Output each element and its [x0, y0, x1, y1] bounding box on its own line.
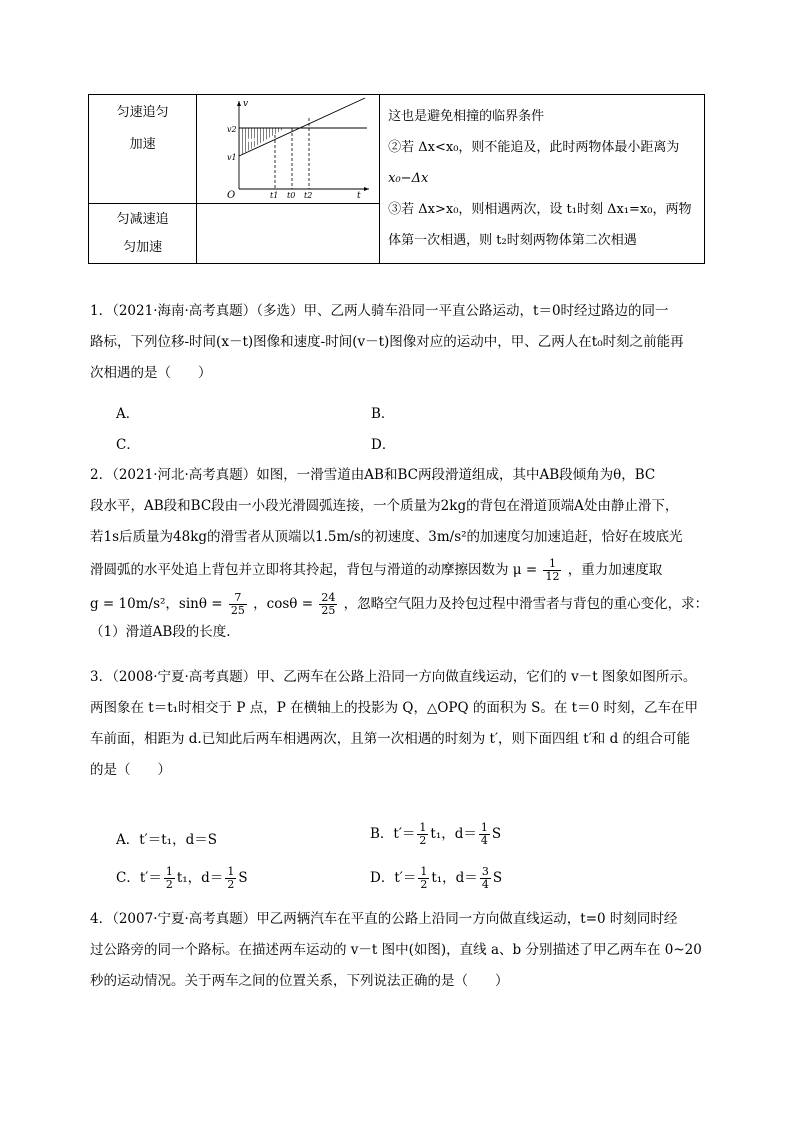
- description-cell: [380, 95, 705, 264]
- delta-x-label: Δx: [247, 135, 258, 144]
- q2-line-6: （1）滑道AB段的长度.: [90, 624, 231, 640]
- q4-line-3: 秒的运动情况。关于两车之间的位置关系，下列说法正确的是（ ）: [90, 973, 509, 989]
- v1-label: v1: [227, 153, 237, 162]
- cos-numerator: 24: [321, 591, 336, 604]
- q3-d-half-fraction: [418, 866, 429, 891]
- question-1: [90, 296, 710, 389]
- sin-denominator: 25: [230, 604, 245, 617]
- row2-graph-cell: [197, 204, 380, 264]
- q3-line-4: 的是（ ）: [90, 762, 171, 778]
- vt-graph-cell: [197, 95, 380, 204]
- cos-denominator: 25: [321, 604, 336, 617]
- q1-line-2: 路标，下列位移-时间(x－t)图像和速度-时间(v－t)图像对应的运动中，甲、乙两人在t₀时刻之前能再: [90, 334, 684, 350]
- q3-option-d-pre: D．t′＝: [370, 870, 417, 886]
- q1-line-1: 1．（2021·海南·高考真题）（多选）甲、乙两人骑车沿同一平直公路运动，t＝0时经过路边的同一: [90, 303, 669, 319]
- question-3: [90, 662, 710, 786]
- q3-option-b-mid: t₁，d＝: [430, 826, 477, 842]
- q3-option-a[interactable]: A．t′＝t₁，d＝S: [116, 832, 217, 848]
- q1-option-c[interactable]: C．: [116, 437, 140, 453]
- q2-line-4: [90, 553, 710, 587]
- t2-label: t2: [304, 191, 313, 199]
- q3-option-b-post: S: [491, 826, 502, 842]
- q2-line-1: 2．（2021·河北·高考真题）如图，一滑雪道由AB和BC两段滑道组成，其中AB段倾角为θ，BC: [90, 467, 656, 483]
- row1-type-line2: 加速: [129, 137, 156, 152]
- q3-d-half-den: 2: [420, 878, 428, 891]
- q3-b-half-den: 2: [419, 834, 427, 847]
- mu-fraction: [543, 558, 561, 583]
- t0-label: t0: [287, 191, 296, 199]
- q2-line-3: 若1s后质量为48kg的滑雪者从顶端以1.5m/s的初速度、3m/s²的加速度匀加速追赶，恰好在坡底光: [90, 529, 683, 545]
- q3-option-b[interactable]: [370, 822, 501, 847]
- desc-line-5: 体第一次相遇，则 t₂时刻两物体第二次相遇: [388, 233, 637, 248]
- q2-line-5: [90, 587, 710, 621]
- q3-c-half-den: 2: [165, 878, 173, 891]
- q4-line-2: 过公路旁的同一个路标。在描述两车运动的 v－t 图中(如图)，直线 a、b 分别描述了甲乙两车在 0~20: [90, 942, 702, 958]
- accelerating-line: [239, 98, 365, 156]
- q3-b-half-num: 1: [419, 821, 427, 834]
- cos-fraction: [319, 592, 337, 617]
- q2-line-4a: 滑圆弧的水平处追上背包并立即将其拎起，背包与滑道的动摩擦因数为 μ =: [90, 562, 538, 578]
- v-axis-arrow: [237, 101, 241, 106]
- q3-option-c-pre: C．t′＝: [116, 870, 162, 886]
- summary-table: [88, 94, 705, 264]
- q3-b-half-fraction: [417, 822, 428, 847]
- mu-numerator: 1: [543, 558, 561, 571]
- q2-line-5a: g = 10m/s²，sinθ =: [90, 596, 223, 612]
- t-axis-label: t: [357, 191, 361, 199]
- q3-d-threeq-fraction: [480, 866, 491, 891]
- q3-d-threeq-num: 3: [481, 865, 489, 878]
- row1-type-cell: [89, 95, 197, 204]
- q3-b-quarter-den: 4: [480, 834, 488, 847]
- q1-option-a[interactable]: A．: [116, 406, 140, 422]
- t-axis-arrow: [364, 187, 369, 191]
- row2-type-cell: [89, 204, 197, 264]
- q1-option-d[interactable]: D．: [371, 437, 396, 453]
- q3-c-half-num: 1: [165, 865, 173, 878]
- q3-option-c-post: S: [238, 870, 248, 886]
- q4-line-1: 4．（2007·宁夏·高考真题）甲乙两辆汽车在平直的公路上沿同一方向做直线运动，t=0 时刻同时经: [90, 911, 678, 927]
- mu-denominator: 12: [545, 570, 560, 583]
- desc-line-3: x₀−Δx: [388, 171, 429, 186]
- question-4: [90, 904, 710, 997]
- q3-d-half-num: 1: [420, 865, 428, 878]
- q3-d-threeq-den: 4: [481, 878, 489, 891]
- row1-type-line1: 匀速追匀: [116, 105, 169, 120]
- desc-line-4: ③若 Δx>x₀，则相遇两次，设 t₁时刻 Δx₁=x₀，两物: [388, 202, 692, 217]
- vt-graph: [197, 95, 379, 199]
- origin-label: O: [227, 190, 236, 199]
- row2-type-line2: 匀加速: [123, 240, 163, 255]
- q3-c-half2-num: 1: [227, 865, 235, 878]
- v-axis-label: v: [243, 99, 249, 109]
- row2-type-line1: 匀减速追: [116, 212, 169, 227]
- desc-line-2: ②若 Δx<x₀，则不能追及，此时两物体最小距离为: [388, 140, 680, 155]
- question-2: [90, 460, 710, 643]
- delta-x-area: [239, 128, 285, 156]
- q3-c-half2-fraction: [225, 866, 236, 891]
- q3-line-1: 3．（2008·宁夏·高考真题）甲、乙两车在公路上沿同一方向做直线运动，它们的 v－t 图象如图所示。: [90, 669, 697, 685]
- q2-line-4b: ，重力加速度取: [567, 562, 663, 578]
- sin-fraction: [229, 592, 247, 617]
- q2-line-5b: ，cosθ =: [253, 596, 314, 612]
- q1-option-b[interactable]: B．: [371, 406, 395, 422]
- q1-line-3: 次相遇的是（ ）: [90, 365, 212, 381]
- v2-label: v2: [227, 125, 237, 134]
- sin-numerator: 7: [229, 592, 247, 605]
- q3-option-d[interactable]: [370, 866, 502, 891]
- q3-line-3: 车前面，相距为 d.已知此后两车相遇两次，且第一次相遇的时刻为 t′，则下面四组 t′和 d 的组合可能: [90, 731, 691, 747]
- q3-b-quarter-fraction: [479, 822, 490, 847]
- q3-option-c[interactable]: [116, 866, 248, 891]
- q3-b-quarter-num: 1: [480, 821, 488, 834]
- q2-line-5c: ，忽略空气阻力及拎包过程中滑雪者与背包的重心变化，求：: [343, 596, 709, 612]
- q3-option-d-post: S: [492, 870, 503, 886]
- q2-line-2: 段水平，AB段和BC段由一小段光滑圆弧连接，一个质量为2kg的背包在滑道顶端A处由静止滑下，: [90, 498, 679, 514]
- q3-option-b-pre: B．t′＝: [370, 826, 416, 842]
- t1-label: t1: [270, 191, 279, 199]
- q3-option-d-mid: t₁，d＝: [431, 870, 478, 886]
- q3-line-2: 两图象在 t＝t₁时相交于 P 点，P 在横轴上的投影为 Q，△OPQ 的面积为 S。在 t＝0 时刻，乙车在甲: [90, 700, 698, 716]
- q3-c-half2-den: 2: [227, 878, 235, 891]
- desc-line-1: 这也是避免相撞的临界条件: [388, 109, 545, 124]
- q3-option-c-mid: t₁，d＝: [176, 870, 224, 886]
- q3-c-half-fraction: [164, 866, 175, 891]
